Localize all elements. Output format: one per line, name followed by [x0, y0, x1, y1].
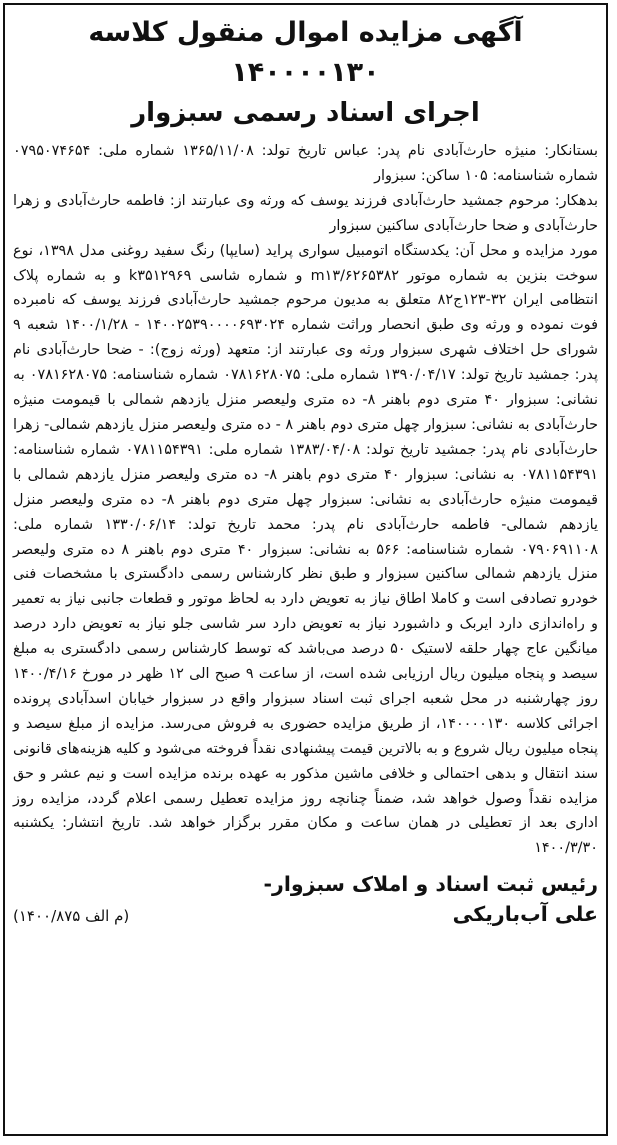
signatory-title: رئیس ثبت اسناد و املاک سبزوار-: [263, 872, 598, 897]
signature-line: [13, 899, 598, 931]
notice-footer: [13, 869, 598, 931]
debtor-paragraph: بدهکار: مرحوم جمشید حارث‌آبادی فرزند یوسف که ورثه وی عبارتند از: فاطمه حارث‌آبادی و زهرا حارث‌آبادی و ضحا حارث‌آبادی ساکنین سبزوار: [13, 192, 598, 234]
notice-title: آگهی مزایده اموال منقول کلاسه ۱۴۰۰۰۰۱۳۰: [88, 17, 523, 88]
auction-item-paragraph: مورد مزایده و محل آن: یکدستگاه اتومبیل سواری پراید (سایپا) رنگ سفید روغنی مدل ۱۳۹۸، نوع سوخت بنزین به شماره موتور m۱۳/۶۲۶۵۳۸۲ و شماره شاسی k۳۵۱۲۹۶۹ و به شماره پلاک انتظامی ایران ۳۲-۱۲۳ج۸۲ متعلق به مدیون مرحوم جمشید حارث‌آبادی فرزند یوسف که نامبرده فوت نموده و ورثه وی طبق انحصار وراثت شماره ۱۴۰۰۲۵۳۹۰۰۰۰۶۹۳۰۲۴ - ۱۴۰۰/۱/۲۸ شعبه ۹ شورای حل اختلاف شهری سبزوار ورثه وی عبارتند از: متعهد (ورثه زوج): - ضحا حارث‌آبادی نام پدر: جمشید تاریخ تولد: ۱۳۹۰/۰۴/۱۷ شماره ملی: ۰۷۸۱۶۲۸۰۷۵ شماره شناسنامه: ۰۷۸۱۶۲۸۰۷۵ به نشانی: سبزوار ۴۰ متری دوم باهنر ۸- ده متری ولیعصر منزل یازدهم شمالی با قیمومت منیژه حارث‌آبادی به نشانی: سبزوار چهل متری دوم باهنر ۸ - ده متری ولیعصر منزل یازدهم شمالی- زهرا حارث‌آبادی نام پدر: جمشید تاریخ تولد: ۱۳۸۳/۰۴/۰۸ شماره ملی: ۰۷۸۱۱۵۴۳۹۱ شماره شناسنامه: ۰۷۸۱۱۵۴۳۹۱ به نشانی: سبزوار ۴۰ متری دوم باهنر ۸- ده متری ولیعصر منزل یازدهم شمالی با قیمومت منیژه حارث‌آبادی به نشانی: سبزوار چهل متری دوم باهنر ۸- ده متری ولیعصر منزل یازدهم شمالی- فاطمه حارث‌آبادی نام پدر: محمد تاریخ تولد: ۱۳۳۰/۰۶/۱۴ شماره ملی: ۰۷۹۰۶۹۱۱۰۸ شماره شناسنامه: ۵۶۶ به نشانی: سبزوار ۴۰ متری دوم باهنر ۸ ده متری ولیعصر منزل یازدهم شمالی ساکنین سبزوار و طبق نظر کارشناس رسمی دادگستری با مشخصات فنی خودرو تصادفی است و کاملا اطاق نیاز به تعویض دارد به لحاظ موتور و قطعات جانبی نیاز به تعمیر و راه‌اندازی دارد ایربک و داشبورد نیاز به تعویض دارد سر شاسی جلو نیاز به تعویض دارد درصد میانگین عاج چهار حلقه لاستیک ۵۰ درصد می‌باشد که توسط کارشناس رسمی دادگستری به مبلغ سیصد و پنجاه میلیون ریال ارزیابی شده است، از ساعت ۹ صبح الی ۱۲ ظهر در مورخ ۱۴۰۰/۴/۱۶ روز چهارشنبه در محل شعبه اجرای ثبت اسناد سبزوار واقع در سبزوار خیابان اسدآبادی پرونده اجرائی کلاسه ۱۴۰۰۰۰۱۳۰، از طریق مزایده حضوری به فروش می‌رسد. مزایده از مبلغ سیصد و پنجاه میلیون ریال شروع و به بالاترین قیمت پیشنهادی نقداً فروخته می‌شود و کلیه هزینه‌های قانونی سند انتقال و بدهی احتمالی و خلافی ماشین مذکور به عهده برنده مزایده است و نیم عشر و حق مزایده نقداً وصول خواهد شد، ضمناً چنانچه روز مزایده تعطیل رسمی اعلام گردد، مزایده روز اداری بعد از تعطیلی در همان ساعت و مکان مقرر برگزار خواهد شد. تاریخ انتشار: یکشنبه ۱۴۰۰/۳/۳۰: [13, 242, 599, 857]
signatory-name: علی آب‌باریکی: [452, 902, 598, 927]
auction-notice: [3, 3, 608, 1136]
creditor-paragraph: بستانکار: منیژه حارث‌آبادی نام پدر: عباس تاریخ تولد: ۱۳۶۵/۱۱/۰۸ شماره ملی: ۰۷۹۵۰۷۴۶۵۴ شماره شناسنامه: ۱۰۵ ساکن: سبزوار: [13, 143, 598, 184]
notice-subtitle: اجرای اسناد رسمی سبزوار: [131, 98, 480, 128]
reference-number: (م الف ۱۴۰۰/۸۷۵): [13, 907, 130, 926]
